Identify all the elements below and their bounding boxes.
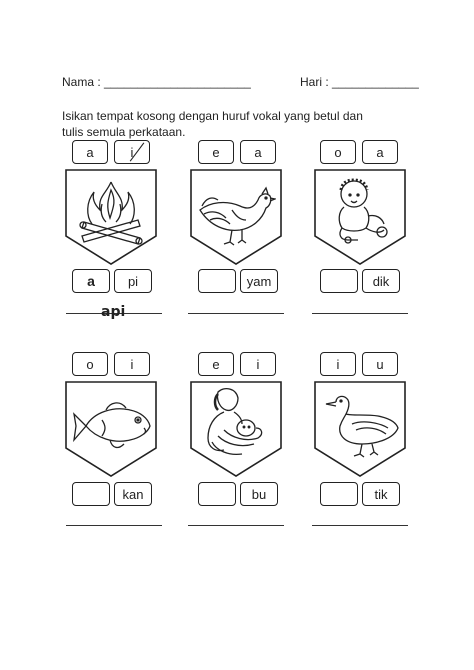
- vowel-option-label: a: [376, 144, 384, 160]
- vowel-option-box: [240, 352, 276, 376]
- vowel-option-label: u: [376, 356, 384, 372]
- vowel-option-box: [362, 140, 398, 164]
- word-suffix-label: tik: [374, 486, 388, 502]
- word-suffix-box: [240, 482, 278, 506]
- word-suffix-label: bu: [251, 486, 267, 502]
- vowel-option-label: a: [254, 144, 262, 160]
- word-suffix-box: [114, 269, 152, 293]
- filled-letter: a: [87, 273, 95, 289]
- vowel-option-box: [320, 352, 356, 376]
- answer-writing-line[interactable]: [188, 313, 284, 314]
- instruction: [62, 108, 422, 140]
- strike-mark: [115, 141, 149, 163]
- vowel-option-box: [72, 140, 108, 164]
- vowel-option-box: [198, 140, 234, 164]
- word-suffix-box: [362, 269, 400, 293]
- vowel-option-box-crossed: [114, 140, 150, 164]
- vowel-option-label: i: [130, 356, 134, 372]
- duck-icon: [322, 392, 400, 460]
- answer-writing-line[interactable]: [188, 525, 284, 526]
- word-suffix-label: yam: [246, 273, 272, 289]
- answer-letter-box[interactable]: [72, 482, 110, 506]
- written-answer: api: [101, 304, 126, 320]
- vowel-option-box: [320, 140, 356, 164]
- vowel-option-label: e: [212, 144, 220, 160]
- vowel-option-label: i: [256, 356, 260, 372]
- vowel-option-box: [198, 352, 234, 376]
- word-suffix-label: dik: [372, 273, 390, 289]
- answer-letter-box[interactable]: [320, 269, 358, 293]
- vowel-option-box: [114, 352, 150, 376]
- vowel-option-box: [362, 352, 398, 376]
- name-field-label: Nama : ______________________: [62, 75, 251, 89]
- word-suffix-label: kan: [122, 486, 144, 502]
- word-suffix-box: [362, 482, 400, 506]
- mother-and-baby-icon: [200, 386, 272, 458]
- answer-letter-box[interactable]: [320, 482, 358, 506]
- word-suffix-box: [240, 269, 278, 293]
- day-field-label: Hari : _____________: [300, 75, 419, 89]
- vowel-option-label: e: [212, 356, 220, 372]
- answer-letter-box[interactable]: [72, 269, 110, 293]
- vowel-option-box: [240, 140, 276, 164]
- vowel-option-label: i: [130, 144, 134, 160]
- campfire-icon: [76, 176, 146, 246]
- baby-icon: [328, 176, 394, 246]
- vowel-option-label: o: [86, 356, 94, 372]
- instruction-line-2: tulis semula perkataan.: [62, 125, 186, 139]
- answer-writing-line[interactable]: [66, 525, 162, 526]
- vowel-option-box: [72, 352, 108, 376]
- word-suffix-label: pi: [127, 273, 139, 289]
- vowel-option-label: o: [334, 144, 342, 160]
- vowel-option-label: i: [336, 356, 340, 372]
- fish-icon: [72, 398, 152, 454]
- answer-writing-line[interactable]: [312, 313, 408, 314]
- answer-letter-box[interactable]: [198, 269, 236, 293]
- word-suffix-box: [114, 482, 152, 506]
- answer-writing-line[interactable]: [312, 525, 408, 526]
- vowel-option-label: a: [86, 144, 94, 160]
- instruction-line-1: Isikan tempat kosong dengan huruf vokal yang betul dan: [62, 109, 363, 123]
- chicken-icon: [196, 180, 276, 246]
- answer-letter-box[interactable]: [198, 482, 236, 506]
